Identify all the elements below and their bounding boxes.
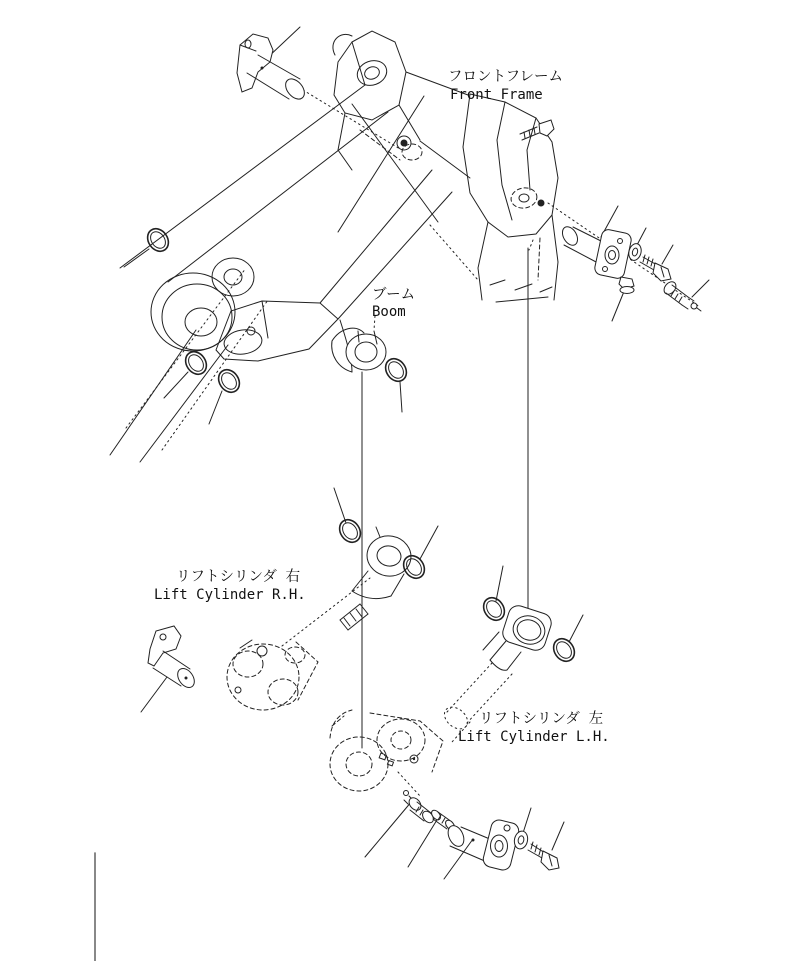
label-lift-cylinder-lh-jp: リフトシリンダ 左 — [479, 711, 604, 727]
pin-assembly-right — [548, 203, 709, 321]
reference-lines — [95, 248, 528, 961]
leader-line — [612, 289, 625, 321]
plug-nut — [619, 277, 634, 294]
hex-bolt — [528, 842, 559, 870]
o-ring — [334, 488, 365, 546]
leader-line — [637, 228, 646, 245]
leader-line — [408, 815, 440, 867]
o-ring — [124, 225, 173, 267]
label-front-frame-jp: フロントフレーム — [448, 69, 563, 85]
o-ring — [209, 366, 244, 424]
grease-fitting — [404, 791, 436, 825]
label-boom-en: Boom — [372, 304, 406, 320]
flanged-pin — [141, 626, 198, 712]
leader-line — [692, 280, 709, 297]
boom-foot-bracket — [330, 710, 443, 796]
o-ring — [381, 355, 410, 412]
grease-fitting — [662, 279, 701, 311]
lift-cylinder-rh-drawing — [141, 527, 414, 712]
cylinder-rod-end — [340, 604, 368, 630]
o-ring — [399, 526, 438, 582]
label-lift-cylinder-rh-jp: リフトシリンダ 右 — [176, 569, 301, 585]
flanged-pin — [445, 818, 520, 871]
leader-line — [523, 808, 531, 833]
o-ring — [549, 615, 583, 665]
label-boom-jp: ブーム — [372, 287, 416, 303]
label-lift-cylinder-lh-en: Lift Cylinder L.H. — [458, 729, 610, 745]
label-front-frame-en: Front Frame — [450, 87, 543, 103]
flanged-pin — [559, 224, 632, 280]
label-lift-cylinder-rh-en: Lift Cylinder R.H. — [154, 587, 306, 603]
leader-line — [662, 245, 673, 264]
leader-line — [552, 822, 564, 850]
o-ring — [164, 348, 211, 398]
o-ring — [479, 566, 508, 624]
leader-line — [365, 801, 412, 857]
pin-top-left — [237, 27, 400, 149]
leader-line — [141, 677, 167, 712]
cylinder-clevis — [227, 640, 318, 710]
